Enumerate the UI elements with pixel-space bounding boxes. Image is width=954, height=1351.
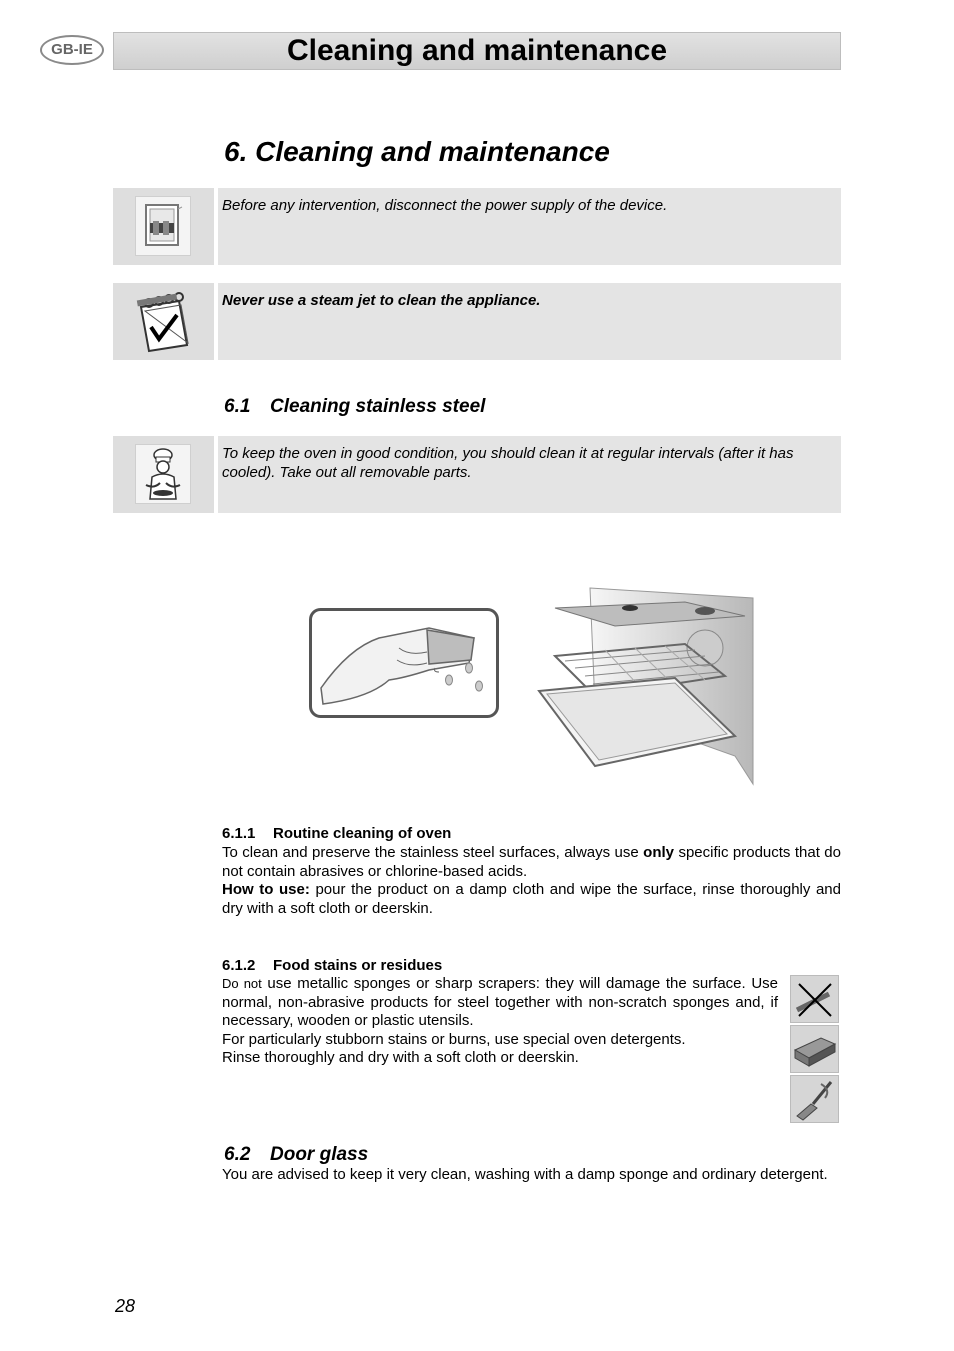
page-header-title: Cleaning and maintenance <box>113 32 841 70</box>
subsection-heading-6-2: 6.2 Door glass <box>224 1144 369 1165</box>
note-box-regular-cleaning <box>113 436 841 513</box>
subsection-heading-6-1-1: 6.1.1 Routine cleaning of oven <box>222 825 452 842</box>
subsection-heading-6-1: 6.1 Cleaning stainless steel <box>224 396 486 417</box>
oven-interior-illustration <box>535 586 755 786</box>
region-badge: GB-IE <box>40 35 104 65</box>
note-text: Before any intervention, disconnect the power supply of the device. <box>218 188 841 265</box>
checklist-icon <box>131 289 195 353</box>
chef-icon <box>135 444 191 504</box>
note-text: To keep the oven in good condition, you should clean it at regular intervals (after it has cooled). Take out all removable parts. <box>218 436 841 513</box>
subsection-heading-6-1-2: 6.1.2 Food stains or residues <box>222 957 443 974</box>
section-title: 6. Cleaning and maintenance <box>224 136 610 167</box>
door-glass-text: You are advised to keep it very clean, washing with a damp sponge and ordinary detergent. <box>222 1166 828 1183</box>
sponge-icon <box>790 1025 839 1073</box>
routine-cleaning-text: To clean and preserve the stainless steel surfaces, always use only specific products that do not contain abrasives or chlorine-based acids. How to use: pour the product on a damp cloth and wipe the surface, rinse thoroughly and dry with a soft cloth or deerskin. <box>222 844 841 917</box>
note-box-steam <box>113 283 841 360</box>
page-number: 28 <box>115 1296 136 1316</box>
note-text: Never use a steam jet to clean the appliance. <box>218 283 841 360</box>
no-scraper-icon <box>790 975 839 1023</box>
food-stains-text: Do not use metallic sponges or sharp scrapers: they will damage the surface. Use normal, non-abrasive products for steel together with non-scratch sponges and, if necessary, wooden or plastic utensils. For particularly stubborn stains or burns, use special oven detergents. Rinse thoroughly and dry with a soft cloth or deerskin. <box>222 975 778 1066</box>
hand-cloth-illustration <box>309 608 499 718</box>
power-switch-icon <box>135 196 191 256</box>
note-box-power <box>113 188 841 265</box>
spatula-icon <box>790 1075 839 1123</box>
